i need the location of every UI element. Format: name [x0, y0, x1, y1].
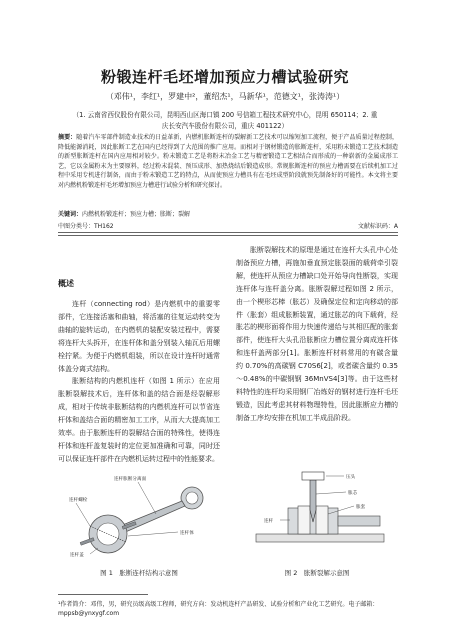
footnote: ¹作者简介：邓伟，男，研究员级高级工程师，研究方向：发动机连杆产品研发、试验分析和产业化工艺研究。电子邮箱：mppsb@ynxygf.com [58, 601, 379, 617]
figure-1-connecting-rod [68, 470, 214, 558]
figure-2-caption: 图 2 胀断裂解示意图 [284, 569, 350, 577]
sleeve-left [298, 506, 310, 534]
abstract [58, 133, 398, 191]
sleeve-right [316, 506, 328, 534]
left-column [58, 298, 220, 466]
keywords-text: 内燃机粉锻连杆；预应力槽；胀断；裂解 [82, 211, 191, 218]
keywords-label: 关键词： [58, 211, 83, 218]
abstract-text: 随着汽车零部件制造业技术的日益革新，内燃机胀断连杆的裂解新工艺技术可以缩短加工流程，便于产品质量过程控制，降低能源消耗，因此胀断工艺在国内已经得到了大范围的推广应用。而相对于钢材锻造的胀断连杆，采用粉末锻造工艺技术制造的新型胀断连杆在国内应用相对较少。粉末锻造工艺是将粉末冶金工艺与精密锻造工艺相结合而形成的一种崭新的金属成形工艺，它以金属粉末为主要原料，经过粉末混装、预压成形、加热烧结后锻造成形。常规胀断连杆的预应力槽需要在后续机加工过程中采用专机进行制备，而由于粉末锻造工艺的特点，从而使预应力槽具有在毛坯成型阶段就预先制备好的可能性。本文将主要对内燃机粉锻连杆毛坯增加预应力槽进行试验分析和研究探讨。 [58, 134, 398, 189]
clc-code: 中图分类号：TH162 [58, 223, 114, 230]
affiliation: （1. 云南省西仪股份有限公司，昆明西山区海口镇 200 号信箱工程技术研究中心，昆明 650114；2. 重庆长安汽车股份有限公司，重庆 401122） [72, 111, 378, 130]
header-rule-top [58, 232, 398, 233]
label-rod-cap: 连杆盖 [70, 553, 84, 558]
classification-line [58, 221, 398, 230]
rod-shank [338, 516, 380, 526]
doc-code: 文献标识码：A [357, 223, 398, 230]
label-bolt: 连杆螺栓 [69, 498, 88, 503]
paper-title: 粉锻连杆毛坯增加预应力槽试验研究 [100, 68, 349, 86]
label-rod: 连杆 [264, 519, 274, 524]
figure-2-fracture-split [250, 470, 390, 558]
header-rule-bottom [58, 235, 398, 236]
figure-1-caption: 图 1 胀断连杆结构示意图 [100, 569, 178, 577]
label-press-head: 压头 [346, 475, 356, 480]
keywords [58, 210, 398, 219]
author-list: （邓伟¹，李红¹，罗建中²，董绍杰¹，马新华¹，范德文¹，张涛涛¹） [105, 92, 345, 101]
footnote-rule [58, 594, 148, 595]
right-paragraph-1: 胀断裂解技术的原理是通过在连杆大头孔中心处制备预应力槽，再施加垂直预定胀裂面的载荷牵引裂解，使连杆从预应力槽缺口处开始导向性断裂，实现连杆体与连杆盖分离。胀断裂解过程如图 2 所示，由一个楔形芯棒（胀芯）及确保定位和定向移动的部件（胀套）组成胀断装置，通过胀芯的向下载荷，经胀芯的楔形面将作用力快速传递给与其相匹配的胀套部件，使连杆大头孔沿胀断应力槽位置分离成连杆体和连杆盖两部分[1]。胀断连杆材料常用的有碳含量约 0.70%的高碳钢 C70S6[2]，或者碳含量约 0.35～0.48%的中碳钢钢 36MnVS4[3]等。由于这些材料特性的连杆均采用钢厂冶炼好的钢材进行连杆毛坯锻造，因此考虑其材料物理特性，因此胀断应力槽的制备工序均安排在机加工半成品阶段。 [236, 246, 398, 422]
label-rod-body: 连杆体 [180, 531, 194, 536]
press-head [302, 472, 324, 480]
left-paragraph-1: 连杆（connecting rod）是内燃机中的重要零部件，它连接活塞和曲轴，将活塞的往复运动转变为曲轴的旋转运动，在内燃机的装配安装过程中，需要将连杆大头拆开，在连杆体和盖分别装入轴瓦后用螺栓拧紧。为便于内燃机组装，所以在设计连杆时通常体盖分离式结构。 [58, 300, 220, 373]
label-split-face: 连杆胀断分离面 [114, 477, 147, 482]
label-core: 胀芯 [348, 491, 358, 496]
section-heading: 概述 [58, 279, 74, 288]
label-sleeve: 胀套 [356, 505, 366, 510]
abstract-label: 摘要： [58, 134, 77, 141]
fixture-base [256, 534, 384, 542]
right-column [236, 244, 398, 425]
left-paragraph-2: 胀断结构的内燃机连杆（如图 1 所示）在应用胀断裂解技术后，连杆体和盖的结合面是经裂解形成，相对于传统非胀断结构的内燃机连杆可以节省连杆体和盖结合面的精密加工工序，从而大大提高加工效率。由于胀断连杆的裂解结合面的特殊性，使得连杆体和连杆盖复装时的定位更加准确和可靠，同时还可以保证连杆部件在内燃机运转过程中的性能要求。 [58, 377, 220, 463]
